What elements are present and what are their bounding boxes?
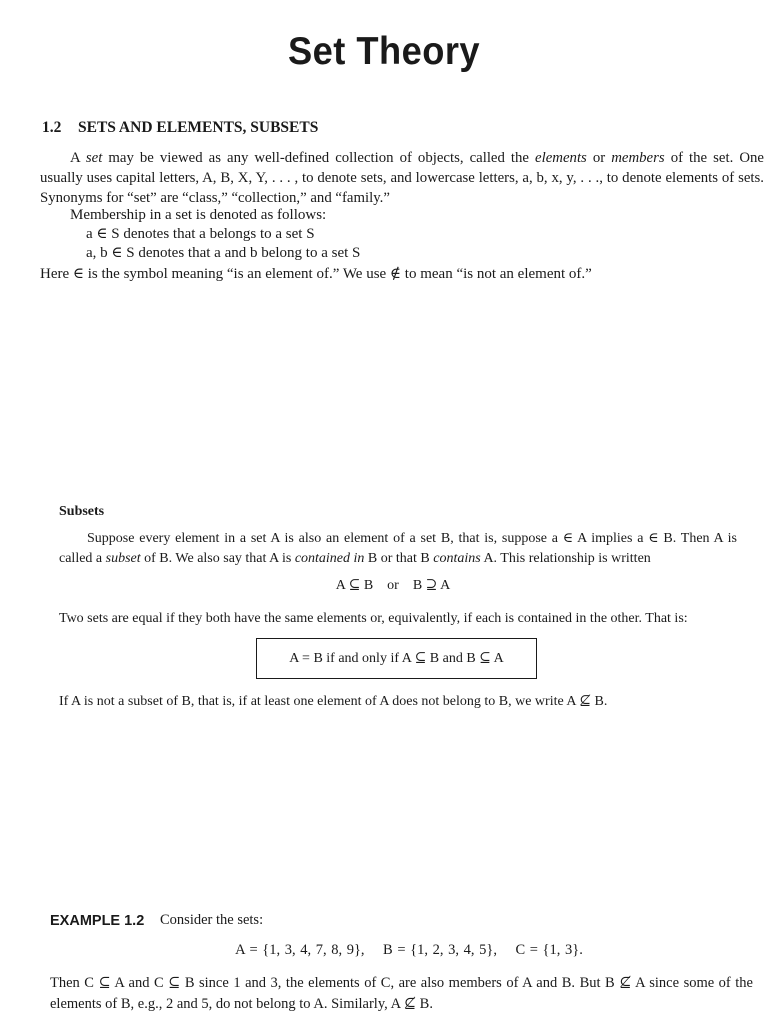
intro-text-1: A	[70, 150, 86, 166]
membership-line-2: a, b ∈ S denotes that a and b belong to a set S	[86, 245, 361, 261]
intro-text-4: of the set. One usually uses capital letters, A, B, X, Y, . . . , to denote sets, and lowercase letters, a, b, x, y, . . ., to denote elements of sets. Synonyms for “set” are “class,” “collection,” and “family.”	[40, 150, 764, 206]
element-symbol-note: Here ∈ is the symbol meaning “is an element of.” We use ∉ to mean “is not an element of.”	[40, 266, 592, 282]
example-conclusion: Then C ⊆ A and C ⊆ B since 1 and 3, the elements of C, are also members of A and B. But B ⊈ A since some of the elements of B, e.g., 2 and 5, do not belong to A. Similarly, A ⊈ B.	[50, 975, 753, 1012]
section-number: 1.2	[42, 119, 62, 136]
example-label: EXAMPLE 1.2	[50, 913, 145, 929]
subsets-text-1: Suppose every element in a set A is also an element of a set B, that is, suppose a ∈ A implies a ∈ B. Then A is called a	[59, 531, 737, 566]
intro-text-2: may be viewed as any well-defined collection of objects, called the	[102, 150, 536, 166]
subsets-text-3: B or that B	[364, 551, 434, 566]
not-subset-paragraph: If A is not a subset of B, that is, if at least one element of A does not belong to B, we write A ⊈ B.	[59, 694, 608, 709]
subsets-text-4: A. This relationship is written	[480, 551, 651, 566]
term-contained-in: contained in	[294, 551, 365, 566]
subsets-paragraph	[59, 529, 737, 569]
term-elements: elements	[535, 150, 587, 166]
equality-definition-box	[256, 638, 537, 679]
example-sets: A = {1, 3, 4, 7, 8, 9}, B = {1, 2, 3, 4, 5}, C = {1, 3}.	[235, 942, 583, 958]
term-members: members	[611, 150, 665, 166]
term-set: set	[85, 150, 103, 166]
term-contains: contains	[433, 551, 481, 566]
intro-paragraph	[40, 148, 764, 208]
section-title: SETS AND ELEMENTS, SUBSETS	[78, 119, 319, 136]
intro-text-3: or	[586, 150, 612, 166]
membership-intro: Membership in a set is denoted as follows:	[70, 207, 327, 223]
set-equality-paragraph: Two sets are equal if they both have the same elements or, equivalently, if each is contained in the other. That is:	[59, 611, 688, 626]
subsets-heading: Subsets	[59, 504, 105, 519]
subsets-text-2: of B. We also say that A is	[140, 551, 295, 566]
term-subset: subset	[105, 551, 141, 566]
subset-formula: A ⊆ B or B ⊇ A	[335, 578, 451, 593]
membership-line-1: a ∈ S denotes that a belongs to a set S	[86, 226, 315, 242]
example-intro: Consider the sets:	[160, 912, 264, 928]
equality-definition-text: A = B if and only if A ⊆ B and B ⊆ A	[289, 651, 504, 666]
page-title: Set Theory	[287, 30, 481, 73]
